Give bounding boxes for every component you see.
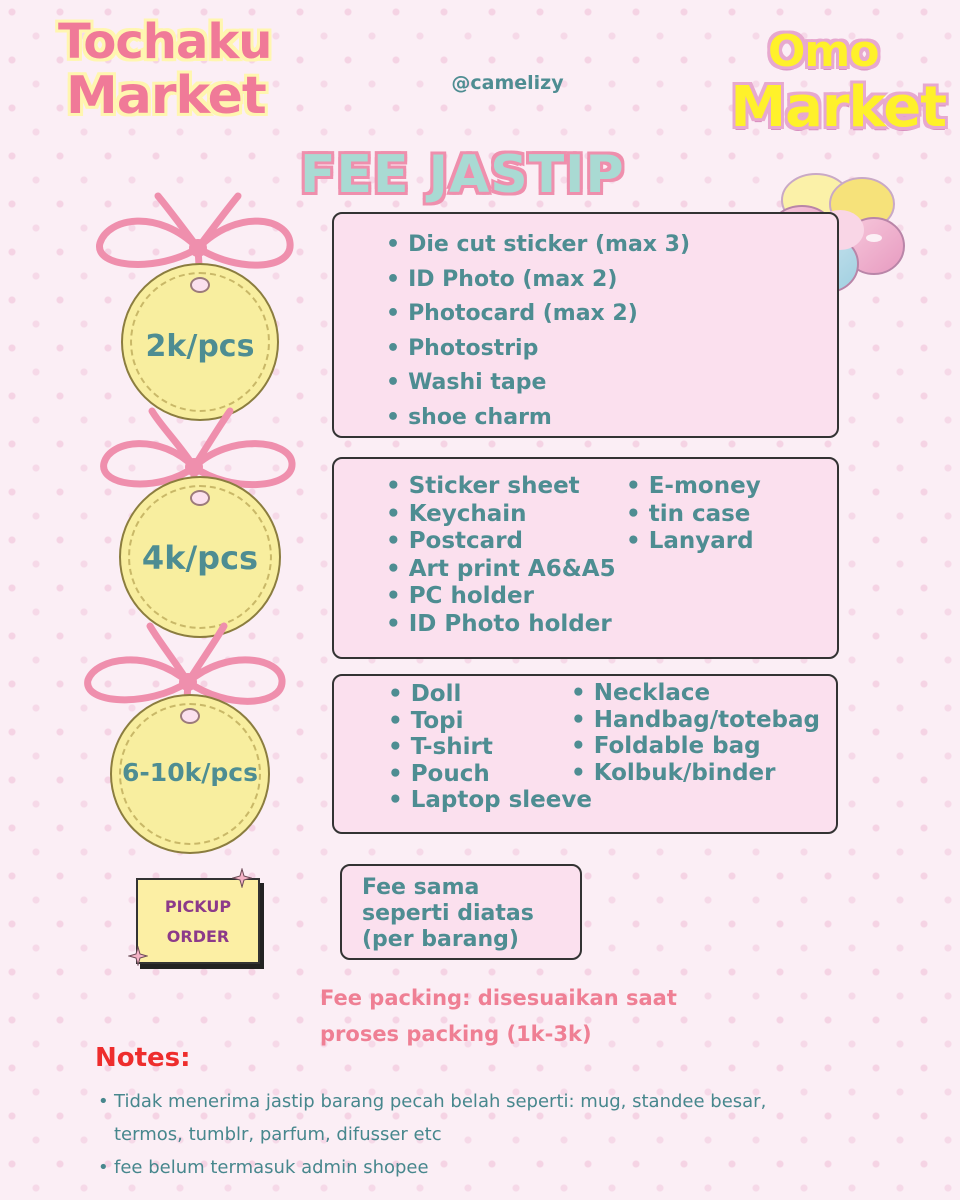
- list-item: • ID Photo holder: [386, 611, 616, 639]
- list-item: • Handbag/totebag: [571, 707, 820, 734]
- packing-fee-text: [320, 980, 677, 1052]
- tier-items-box: [332, 674, 838, 834]
- brand-right-line1: Omo: [767, 26, 879, 77]
- list-item: • E-money: [626, 473, 761, 501]
- list-item: • Washi tape: [386, 366, 690, 401]
- list-item: • Kolbuk/binder: [571, 760, 820, 787]
- brand-right-line2: Market: [730, 75, 946, 140]
- page-title: FEE JASTIP: [300, 145, 625, 205]
- item-list: [571, 680, 820, 786]
- pickup-note-line: (per barang): [362, 927, 519, 952]
- sparkle-icon: [128, 946, 148, 966]
- pickup-note-line: seperti diatas: [362, 901, 534, 926]
- list-item: • Lanyard: [626, 528, 761, 556]
- list-item: • Postcard: [386, 528, 616, 556]
- price-label: 6-10k/pcs: [122, 758, 258, 787]
- list-item: • PC holder: [386, 583, 616, 611]
- list-item: • Laptop sleeve: [388, 787, 592, 814]
- pickup-fee-note: [340, 864, 582, 960]
- list-item: • Art print A6&A5: [386, 556, 616, 584]
- price-tag: [121, 263, 279, 421]
- item-list: [386, 473, 616, 638]
- list-item: • tin case: [626, 501, 761, 529]
- tier-items-box: [332, 212, 839, 438]
- list-item: • Photostrip: [386, 332, 690, 367]
- note-item: • Tidak menerima jastip barang pecah belah seperti: mug, standee besar, termos, tumblr, parfum, difusser etc: [98, 1085, 818, 1151]
- pickup-label-line2: ORDER: [166, 927, 230, 946]
- pickup-label-line1: PICKUP: [164, 897, 232, 916]
- price-tag: [110, 694, 270, 854]
- price-label: 2k/pcs: [145, 329, 255, 364]
- list-item: • Topi: [388, 708, 592, 735]
- price-tag: [119, 476, 281, 638]
- list-item: • Die cut sticker (max 3): [386, 228, 690, 263]
- notes-heading: Notes:: [95, 1043, 191, 1073]
- list-item: • Pouch: [388, 761, 592, 788]
- brand-left-line2: Market: [66, 66, 266, 126]
- packing-line: Fee packing: disesuaikan saat: [320, 986, 677, 1010]
- list-item: • ID Photo (max 2): [386, 263, 690, 298]
- tag-hole: [190, 277, 210, 293]
- list-item: • Foldable bag: [571, 733, 820, 760]
- social-handle: @camelizy: [451, 72, 564, 94]
- list-item: • Doll: [388, 681, 592, 708]
- item-list: [388, 681, 592, 814]
- list-item: • Sticker sheet: [386, 473, 616, 501]
- price-label: 4k/pcs: [141, 539, 259, 577]
- list-item: • shoe charm: [386, 401, 690, 436]
- pickup-note-line: Fee sama: [362, 875, 480, 900]
- brand-left-line1: Tochaku: [58, 14, 272, 70]
- tier-items-box: [332, 457, 839, 659]
- notes-list: [98, 1085, 818, 1184]
- tag-hole: [180, 708, 200, 724]
- list-item: • T-shirt: [388, 734, 592, 761]
- pickup-order-badge: [136, 878, 260, 964]
- tag-hole: [190, 490, 210, 506]
- item-list: [386, 228, 690, 435]
- list-item: • Photocard (max 2): [386, 297, 690, 332]
- list-item: • Necklace: [571, 680, 820, 707]
- item-list: [626, 473, 761, 556]
- list-item: • Keychain: [386, 501, 616, 529]
- note-item: • fee belum termasuk admin shopee: [98, 1151, 818, 1184]
- brand-tochaku-market: [58, 14, 272, 126]
- packing-line: proses packing (1k-3k): [320, 1022, 592, 1046]
- sparkle-icon: [232, 868, 252, 888]
